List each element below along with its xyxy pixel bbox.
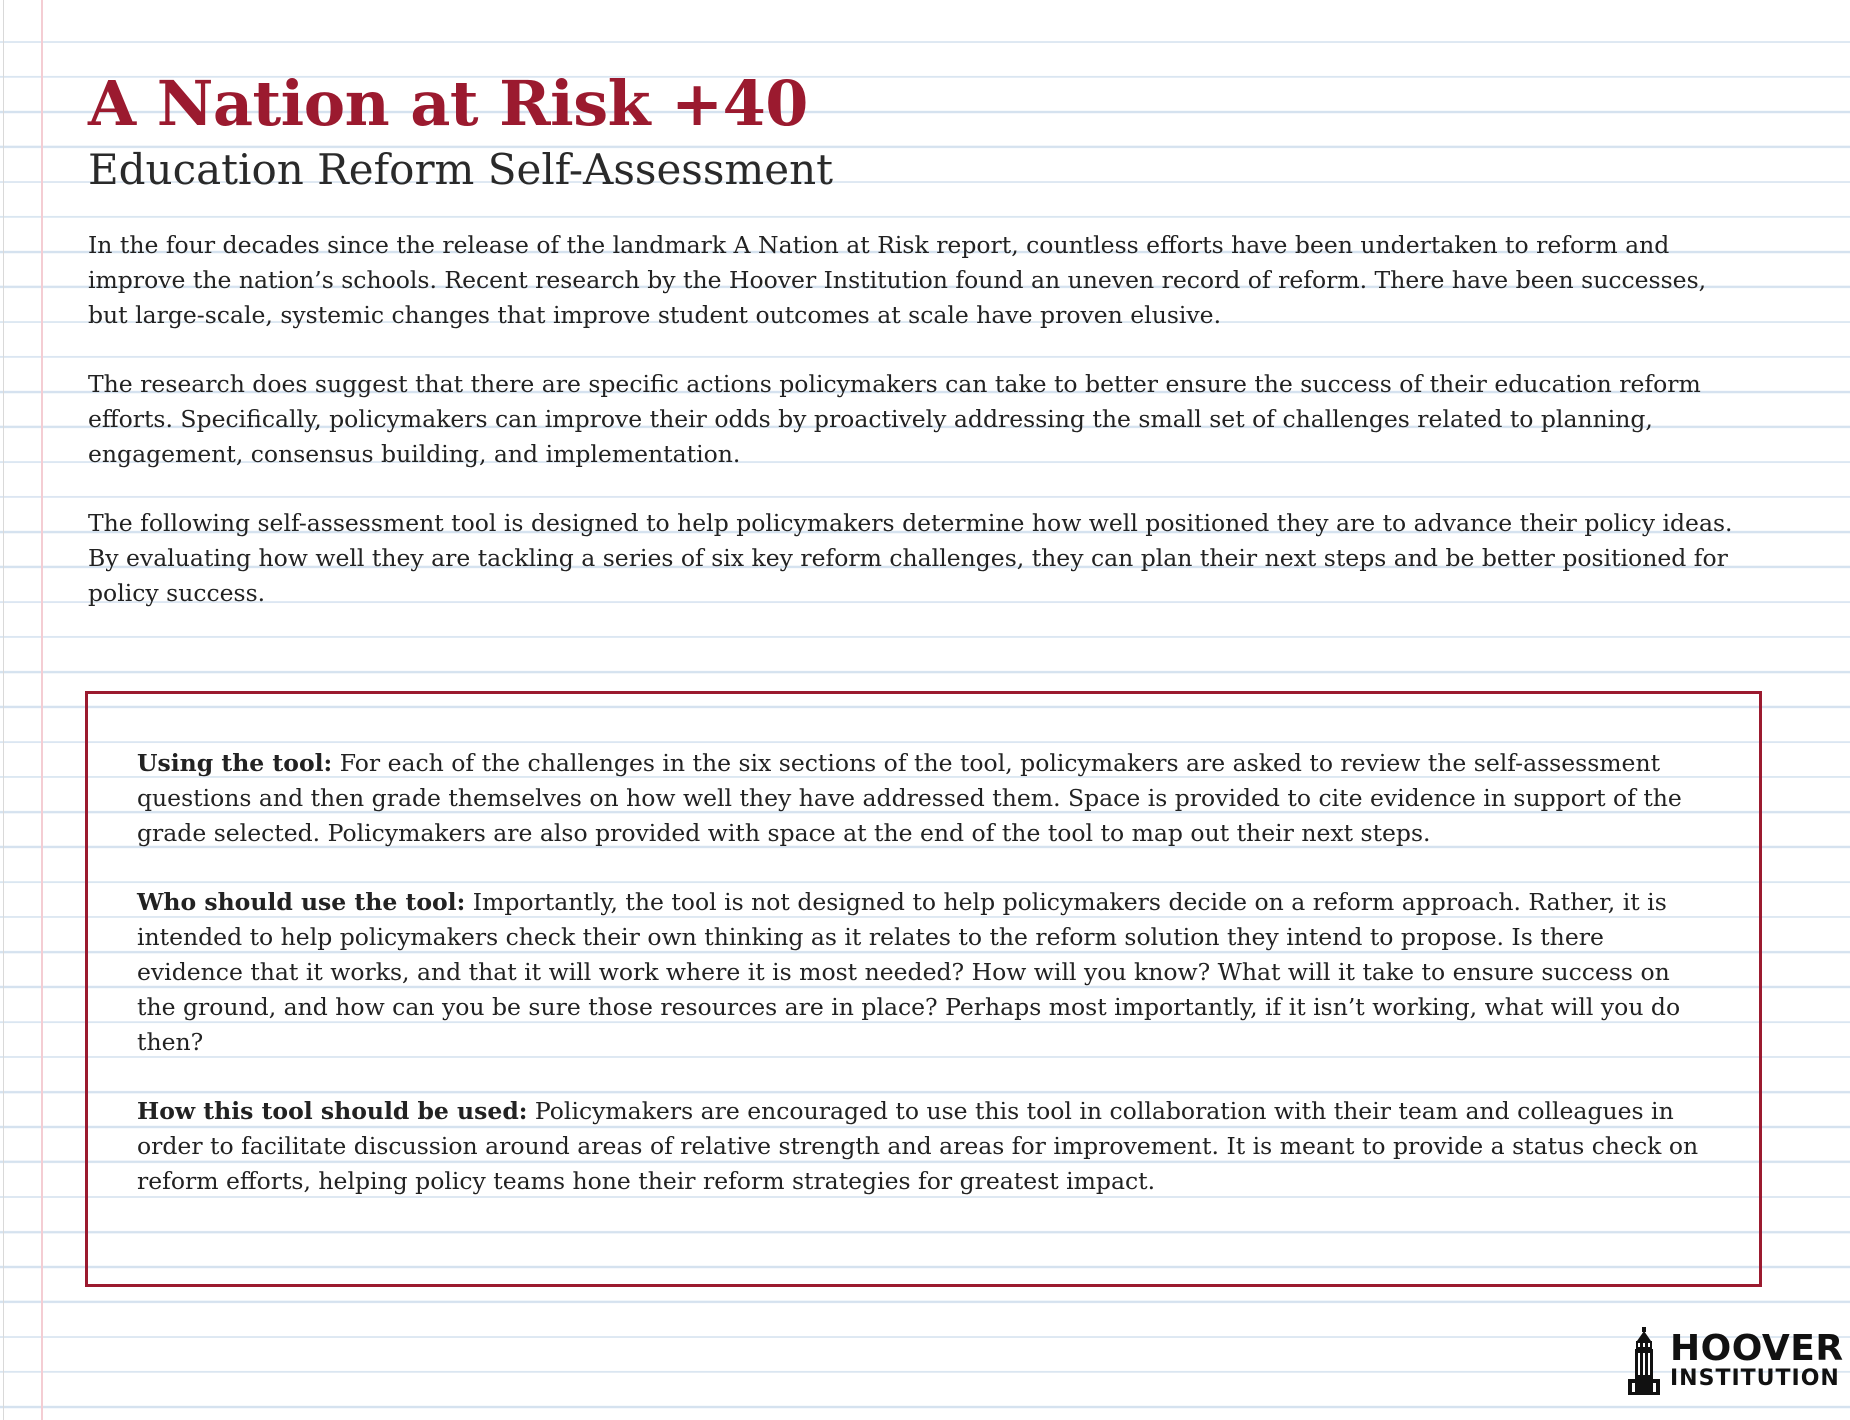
using-the-tool-text: For each of the challenges in the six sections of the tool, policymakers are asked to review the self-assessment questions and then grade themselves on how well they have addressed them. Space is provided to cite evidence in support of the grade selected. Policymakers are also provided with space at the end of the tool to map out their next steps. <box>137 749 1682 847</box>
intro-paragraph-2: The research does suggest that there are specific actions policymakers can take to better ensure the success of their education reform efforts. Specifically, policymakers can improve their odds by proactively addressing the small set of challenges related to planning, engagement, consensus building, and implementation. <box>88 370 1701 468</box>
using-the-tool-label: Using the tool: <box>137 749 333 777</box>
intro-paragraph-1: In the four decades since the release of the landmark A Nation at Risk report, countless efforts have been undertaken to reform and improve the nation’s schools. Recent research by the Hoover Institution found an uneven record of reform. There have been successes, but large-scale, systemic changes that improve student outcomes at scale have proven elusive. <box>88 231 1707 329</box>
logo-wordmark <box>1670 1328 1844 1391</box>
tool-info-box <box>85 691 1762 1287</box>
using-the-tool-paragraph <box>137 746 1715 851</box>
page-title: A Nation at Risk +40 <box>88 67 808 140</box>
how-to-use-text: Policymakers are encouraged to use this tool in collaboration with their team and colleagues in order to facilitate discussion around areas of relative strength and areas for improvement. It is meant to provide a status check on reform efforts, helping policy teams hone their reform strategies for greatest impact. <box>137 1097 1699 1195</box>
page-subtitle: Education Reform Self-Assessment <box>88 145 834 194</box>
who-should-use-label: Who should use the tool: <box>137 888 466 916</box>
how-to-use-paragraph <box>137 1094 1715 1199</box>
hoover-logo <box>1624 1327 1844 1395</box>
who-should-use-text: Importantly, the tool is not designed to help policymakers decide on a reform approach. Rather, it is intended to help policymakers check their own thinking as it relates to the reform solution they intend to propose. Is there evidence that it works, and that it will work where it is most needed? How will you know? What will it take to ensure success on the ground, and how can you be sure those resources are in place? Perhaps most importantly, if it isn’t working, what will you do then? <box>137 888 1681 1056</box>
how-to-use-label: How this tool should be used: <box>137 1097 528 1125</box>
logo-name: HOOVER <box>1670 1328 1844 1369</box>
logo-subname: INSTITUTION <box>1670 1366 1840 1391</box>
intro-section <box>88 228 1748 645</box>
who-should-use-paragraph <box>137 885 1715 1060</box>
intro-paragraph-3: The following self-assessment tool is designed to help policymakers determine how well positioned they are to advance their policy ideas. By evaluating how well they are tackling a series of six key reform challenges, they can plan their next steps and be better positioned for policy success. <box>88 509 1733 607</box>
hoover-tower-icon <box>1624 1327 1664 1395</box>
